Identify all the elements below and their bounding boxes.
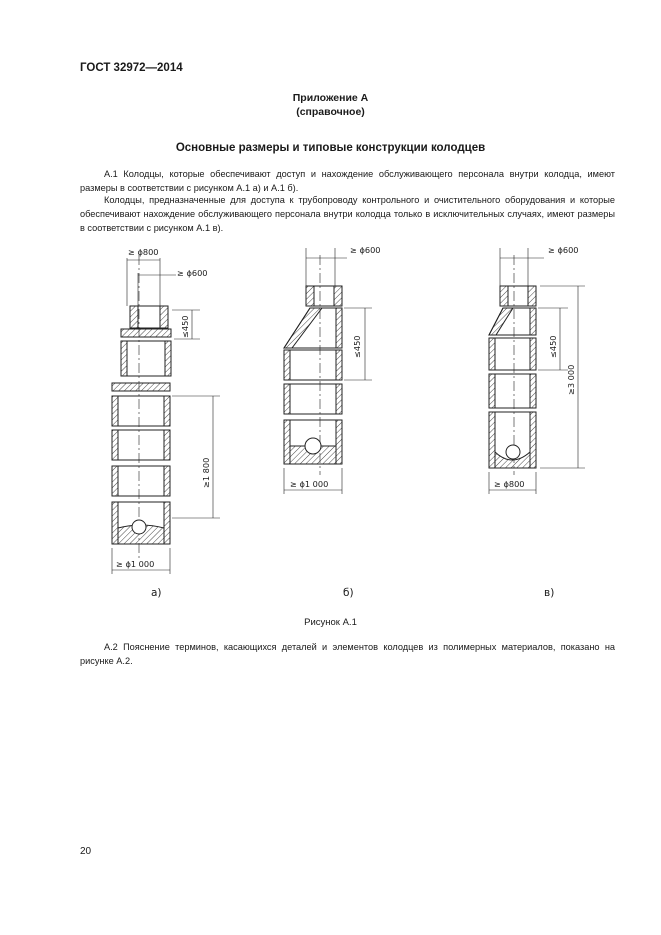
b-dim-base: ≥ ϕ1 000	[290, 479, 329, 489]
c-ring-1	[489, 338, 536, 370]
b-base	[284, 420, 342, 464]
paragraph-a1: А.1 Колодцы, которые обеспечивают доступ и нахождение обслуживающего персонала внутри колодца, имеют размеры в соответствии с рисунком А.1 а) и А.1 б).	[80, 169, 615, 193]
c-label: в)	[544, 587, 555, 599]
a-dim-height: ≥1 800	[201, 457, 211, 488]
a-label: а)	[151, 587, 162, 599]
a-slab-upper	[121, 329, 171, 337]
drawing-a	[112, 255, 220, 574]
b-label: б)	[343, 587, 354, 599]
appendix-title: Приложение А	[292, 92, 369, 104]
b-dim-neck: ≤450	[352, 335, 362, 358]
page-number: 20	[80, 846, 92, 857]
drawing-b	[284, 248, 372, 494]
a-dim-base: ≥ ϕ1 000	[116, 559, 155, 569]
b-ring-2	[284, 384, 342, 414]
c-cone	[489, 308, 536, 335]
c-ring-2	[489, 374, 536, 408]
figure-caption: Рисунок А.1	[304, 617, 357, 628]
b-dim-top: ≥ ϕ600	[350, 245, 381, 255]
a-dim-neck: ≤450	[180, 315, 190, 338]
document-code: ГОСТ 32972—2014	[80, 62, 183, 74]
c-dim-neck: ≤450	[548, 335, 558, 358]
section-title: Основные размеры и типовые конструкции колодцев	[175, 142, 486, 154]
c-cone-top	[500, 286, 536, 306]
b-ring-1	[284, 350, 342, 380]
a-dim-top-inner: ≥ ϕ600	[177, 268, 208, 278]
a-ring-2	[112, 430, 170, 460]
a-cone-top	[130, 306, 168, 328]
c-dim-top: ≥ ϕ600	[548, 245, 579, 255]
a-ring-3	[112, 466, 170, 496]
a-base	[112, 502, 170, 544]
a-neck-ring	[121, 341, 171, 376]
appendix-subtitle: (справочное)	[296, 106, 365, 118]
b-cone-top	[306, 286, 342, 306]
c-base	[489, 412, 536, 468]
a-ring-1	[112, 396, 170, 426]
c-dim-height: ≥3 000	[566, 364, 576, 395]
paragraph-a2: А.2 Пояснение терминов, касающихся деталей и элементов колодцев из полимерных материалов, показано на рисунке А.2.	[80, 642, 615, 666]
a-slab-lower	[112, 383, 170, 391]
a-dim-top-outer: ≥ ϕ800	[128, 247, 159, 257]
paragraph-a1-cont: Колодцы, предназначенные для доступа к трубопроводу контрольного и очистительного оборудования и которые обеспечивают нахождение обслуживающего персонала внутри колодца только в исключительных случаях, имеют размеры в соответствии с рисунком А.1 в).	[80, 195, 615, 233]
b-cone	[284, 308, 342, 348]
c-dim-base: ≥ ϕ800	[494, 479, 525, 489]
